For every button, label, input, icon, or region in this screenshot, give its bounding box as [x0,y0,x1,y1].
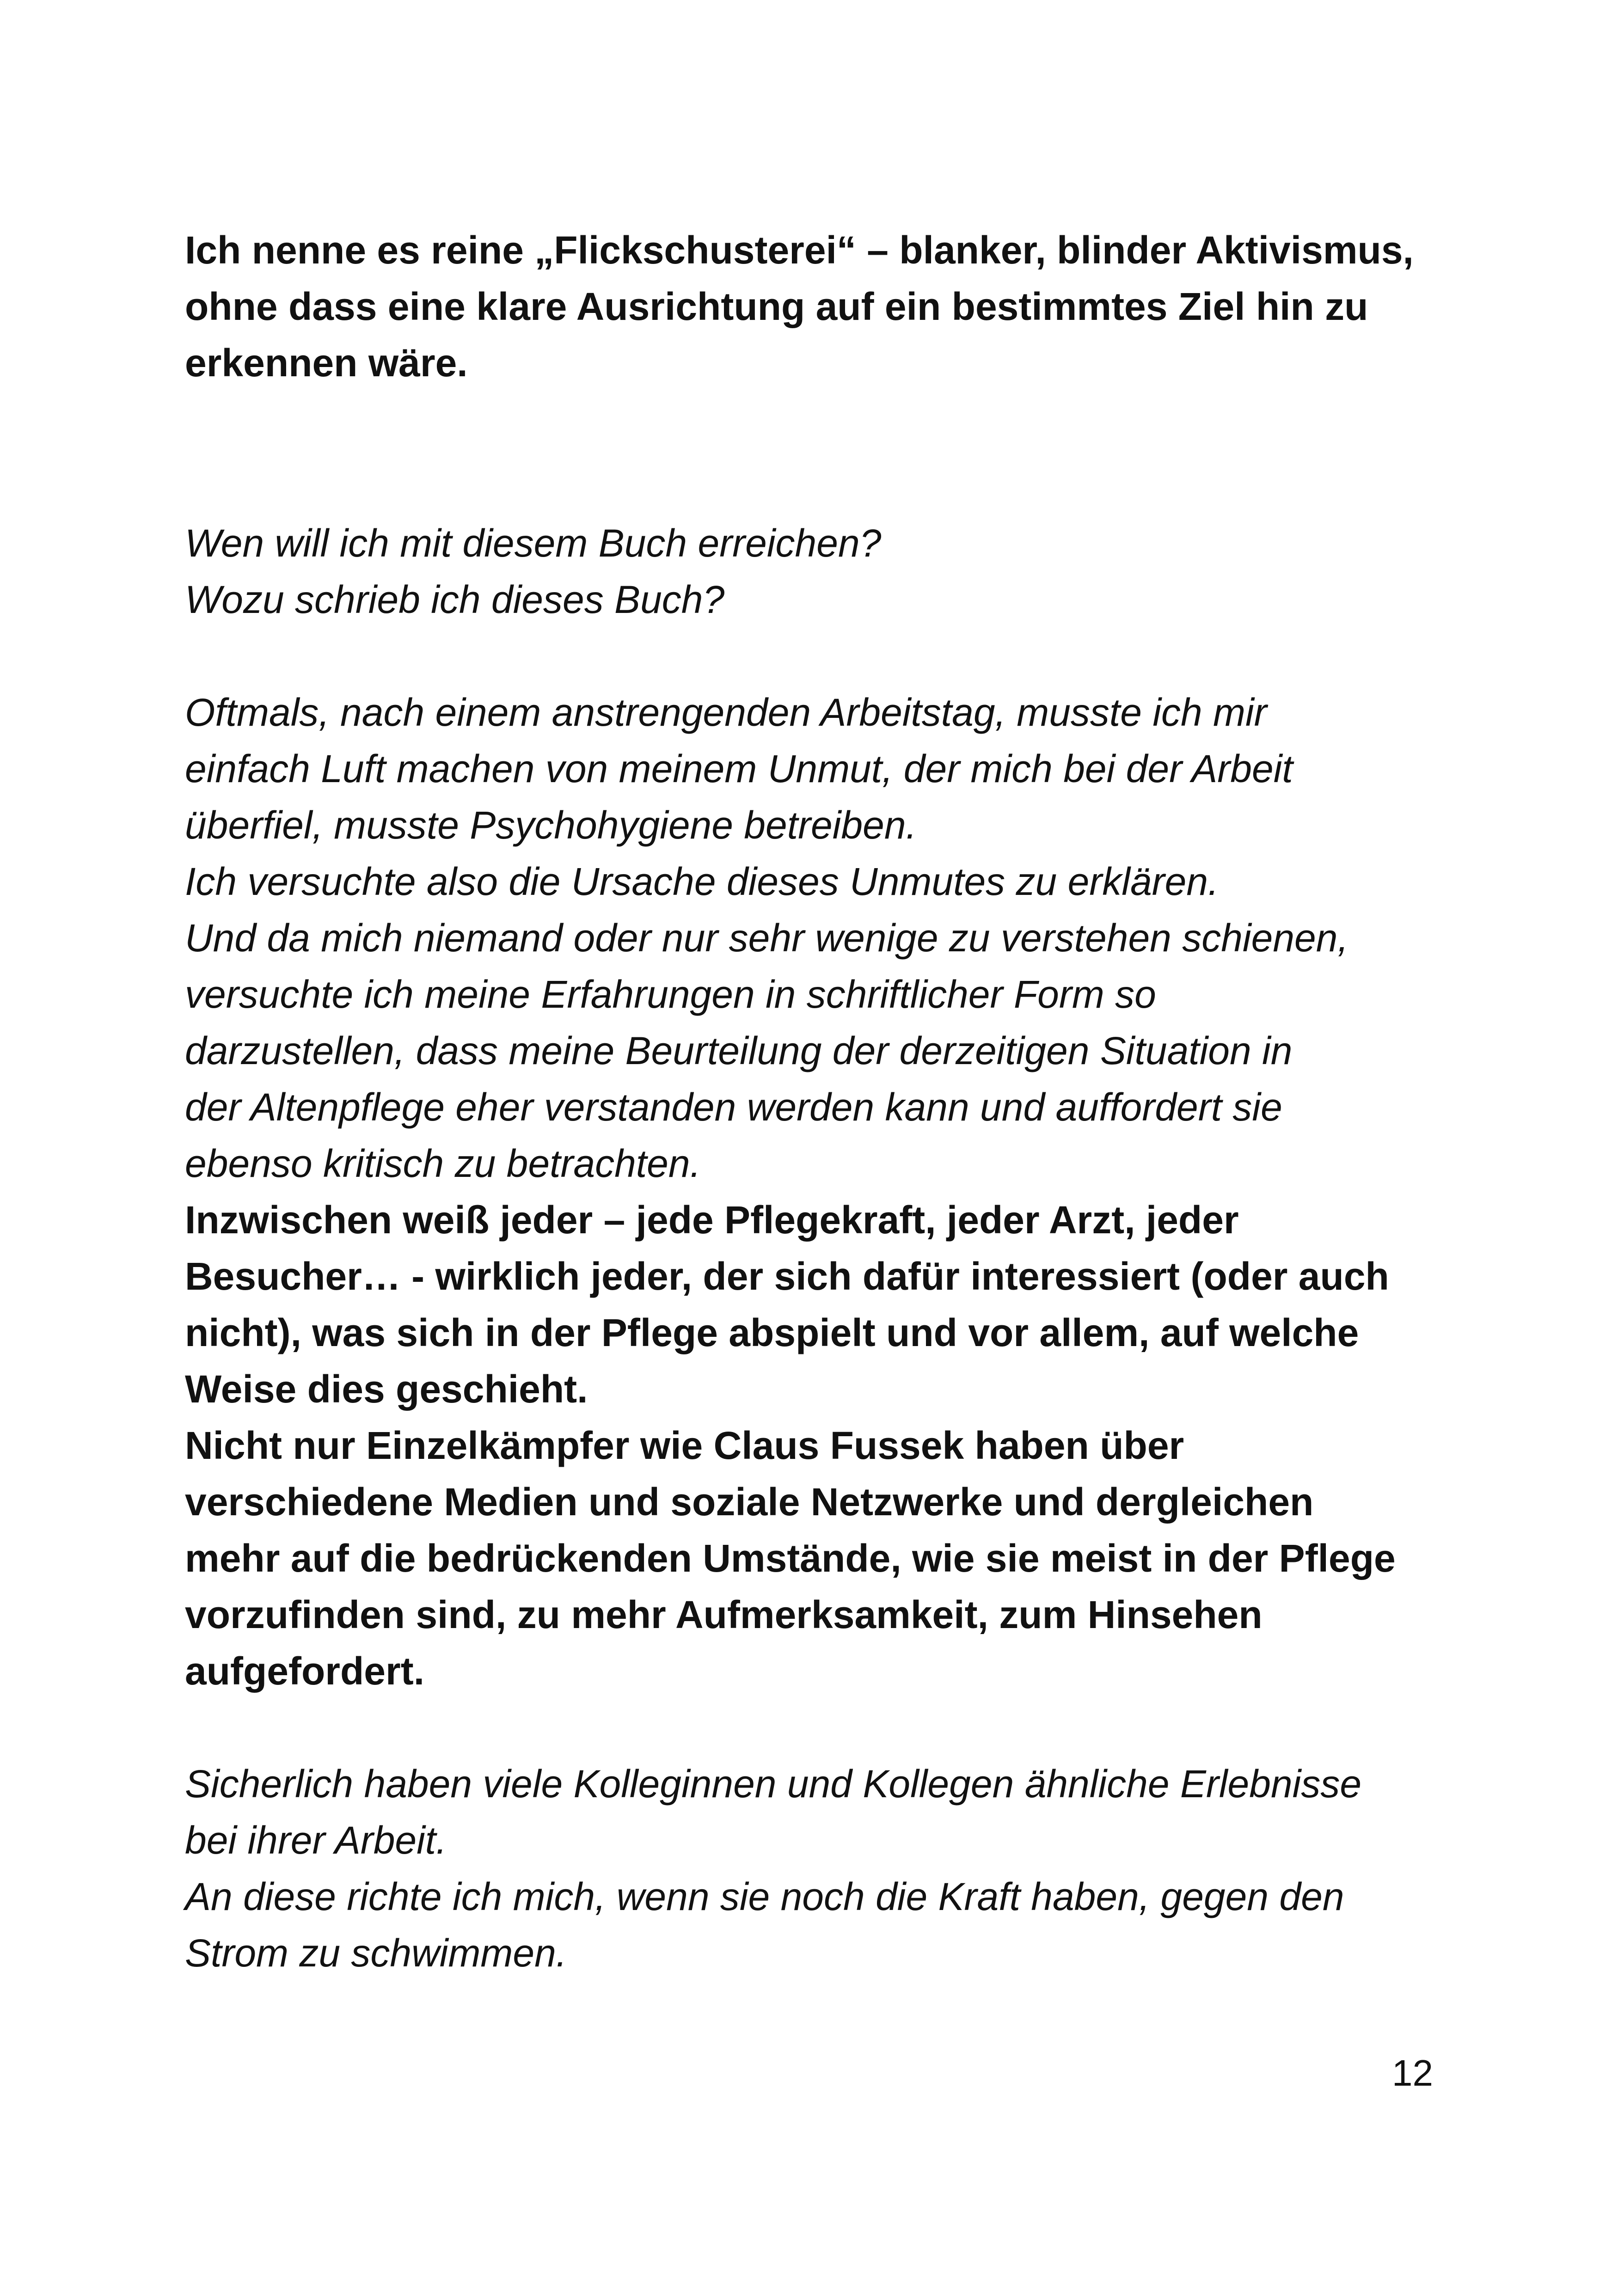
text-line: versuchte ich meine Erfahrungen in schriftlicher Form so [185,973,1156,1016]
text-line: erkennen wäre. [185,341,468,385]
paragraph-awareness [185,1192,1461,1699]
text-line: einfach Luft machen von meinem Unmut, der mich bei der Arbeit [185,747,1293,790]
text-line: Oftmals, nach einem anstrengenden Arbeitstag, musste ich mir [185,691,1267,734]
text-line: mehr auf die bedrückenden Umstände, wie sie meist in der Pflege [185,1537,1396,1580]
spacer [185,391,1461,515]
text-line: der Altenpflege eher verstanden werden kann und auffordert sie [185,1085,1282,1129]
page-content [185,222,1461,1981]
text-line: bei ihrer Arbeit. [185,1818,447,1862]
text-line: An diese richte ich mich, wenn sie noch die Kraft haben, gegen den [185,1875,1344,1918]
text-line: vorzufinden sind, zu mehr Aufmerksamkeit, zum Hinsehen [185,1593,1263,1636]
text-line: Weise dies geschieht. [185,1367,588,1411]
text-line: Ich nenne es reine „Flickschusterei“ – blanker, blinder Aktivismus, [185,228,1414,272]
text-line: Wozu schrieb ich dieses Buch? [185,578,725,621]
paragraph-questions [185,515,1461,628]
spacer [185,1699,1461,1756]
page-number: 12 [1392,2052,1433,2094]
text-line: verschiedene Medien und soziale Netzwerke und dergleichen [185,1480,1314,1524]
paragraph-audience [185,1756,1461,1981]
text-line: ohne dass eine klare Ausrichtung auf ein bestimmtes Ziel hin zu [185,285,1368,328]
paragraph-flickschusterei [185,222,1461,391]
text-line: Besucher… - wirklich jeder, der sich dafür interessiert (oder auch [185,1255,1389,1298]
text-line: ebenso kritisch zu betrachten. [185,1142,701,1185]
text-line: Ich versuchte also die Ursache dieses Unmutes zu erklären. [185,860,1219,903]
text-line: nicht), was sich in der Pflege abspielt und vor allem, auf welche [185,1311,1359,1354]
paragraph-motivation [185,684,1461,1192]
text-line: Wen will ich mit diesem Buch erreichen? [185,521,882,565]
text-line: Nicht nur Einzelkämpfer wie Claus Fussek haben über [185,1424,1184,1467]
text-line: Inzwischen weiß jeder – jede Pflegekraft, jeder Arzt, jeder [185,1198,1239,1242]
text-line: Strom zu schwimmen. [185,1931,567,1975]
text-line: aufgefordert. [185,1649,425,1693]
text-line: Sicherlich haben viele Kolleginnen und Kollegen ähnliche Erlebnisse [185,1762,1362,1806]
spacer [185,628,1461,684]
text-line: Und da mich niemand oder nur sehr wenige zu verstehen schienen, [185,916,1348,960]
text-line: darzustellen, dass meine Beurteilung der derzeitigen Situation in [185,1029,1293,1072]
text-line: überfiel, musste Psychohygiene betreiben. [185,803,917,847]
